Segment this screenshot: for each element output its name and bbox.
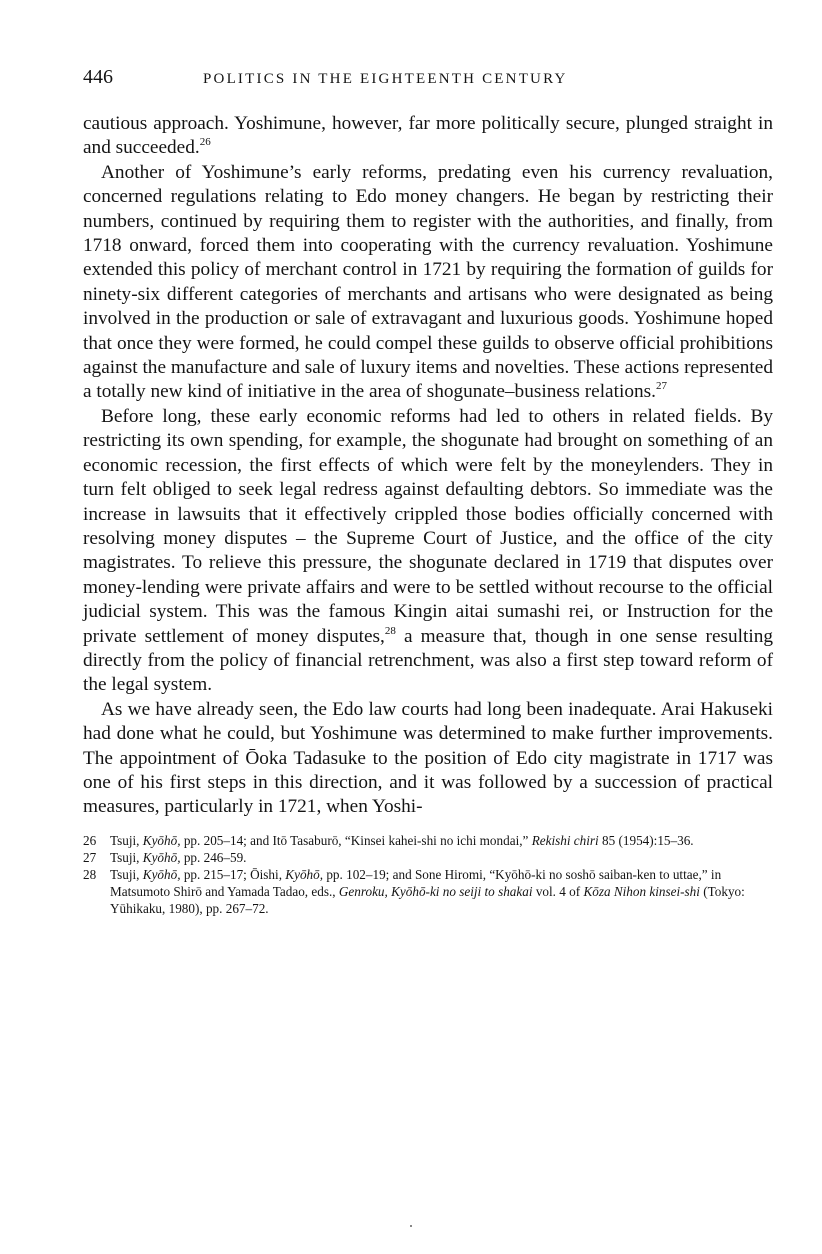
running-head	[83, 66, 773, 102]
footnote-number: 26	[83, 832, 97, 848]
italic-title: Kyōhō,	[142, 866, 181, 882]
footnote-ref[interactable]: 27	[655, 380, 667, 393]
footnote-segment: 85 (1954):15–36.	[598, 832, 694, 848]
footnote-number: 27	[83, 849, 97, 865]
footnote-text	[110, 849, 773, 866]
italic-title: Kōza Nihon kinsei-shi	[583, 883, 700, 899]
footnote	[83, 832, 773, 849]
footnote-segment: pp. 246–59.	[180, 849, 247, 865]
footnote-segment: Tsuji,	[110, 866, 143, 882]
footnote	[83, 866, 773, 917]
paragraph-continuation: cautious approach. Yoshimune, however, far more politically secure, plunged straight in and succeeded.$^{26}$	[83, 113, 773, 159]
footnote-ref[interactable]: 26	[199, 136, 211, 149]
italic-title: Kyōhō,	[285, 866, 324, 882]
footnotes	[83, 832, 773, 917]
body-text	[83, 112, 773, 820]
footnote-text	[110, 866, 773, 917]
page-number: 446	[83, 66, 113, 88]
footnote-segment: (Tokyo: Yūhikaku, 1980), pp. 267–72.	[110, 883, 745, 916]
page-speck	[410, 1225, 412, 1227]
italic-title: Kyōhō,	[142, 849, 181, 865]
italic-title: Genroku, Kyōhō-ki no seiji to shakai	[338, 883, 533, 899]
italic-title: Kyōhō,	[142, 832, 181, 848]
running-title: POLITICS IN THE EIGHTEENTH CENTURY	[203, 71, 568, 87]
paragraph-merchant-control: Another of Yoshimune’s early reforms, predating even his currency revaluation, concerned regulations relating to Edo money changers. He began by restricting their numbers, continued by requiring them to register with the authorities, and finally, from 1718 onward, forced them into cooperating with the currency revaluation. Yoshimune extended this policy of merchant control in 1721 by requiring the formation of guilds for ninety-six different categories of merchants and artisans who were designated as being involved in the production or sale of extravagant and luxurious goods. Yoshimune hoped that once they were formed, he could compel these guilds to observe official prohibitions against the manufacture and sale of luxury items and novelties. These actions represented a totally new kind of initiative in the area of shogunate–business relations.$^{27}$	[83, 161, 773, 403]
italic-title: Rekishi chiri	[531, 832, 599, 848]
paragraph-law-courts: As we have already seen, the Edo law courts had long been inadequate. Arai Hakuseki had done what he could, but Yoshimune was determined to make further improvements. The appointment of Ōoka Tadasuke to the position of Edo city magistrate in 1717 was one of his first steps in this direction, and it was followed by a succession of practical measures, particularly in 1721, when Yoshi-	[83, 698, 773, 818]
footnote-number: 28	[83, 866, 97, 882]
footnote-segment: pp. 102–19; and Sone Hiromi, “Kyōhō-ki no soshō saiban-ken to uttae,” in Matsumoto Shirō and Yamada Tadao, eds.,	[110, 866, 722, 899]
footnote	[83, 849, 773, 866]
footnote-segment: pp. 205–14; and Itō Tasaburō, “Kinsei kahei-shi no ichi mondai,”	[180, 832, 532, 848]
book-page	[83, 66, 773, 917]
footnote-ref[interactable]: 28	[384, 624, 396, 637]
footnote-segment: pp. 215–17; Ōishi,	[180, 866, 286, 882]
paragraph-money-disputes: Before long, these early economic reforms had led to others in related fields. By restricting its own spending, for example, the shogunate had brought on something of an economic recession, the first effects of which were felt by the moneylenders. They in turn felt obliged to seek legal redress against defaulting debtors. So immediate was the increase in lawsuits that it effectively crippled those bodies officially concerned with resolving money disputes – the Supreme Court of Justice, and the office of the city magistrates. To relieve this pressure, the shogunate declared in 1719 that disputes over money-lending were private affairs and were to be settled without recourse to the official judicial system. This was the famous Kingin aitai sumashi rei, or Instruction for the private settlement of money disputes,$^{28}$ a measure that, though in one sense resulting directly from the policy of financial retrenchment, was also a first step toward reform of the legal system.	[83, 405, 773, 696]
footnote-segment: Tsuji,	[110, 832, 143, 848]
footnote-segment: Tsuji,	[110, 849, 143, 865]
footnote-text	[110, 832, 773, 849]
footnote-segment: vol. 4 of	[532, 883, 584, 899]
